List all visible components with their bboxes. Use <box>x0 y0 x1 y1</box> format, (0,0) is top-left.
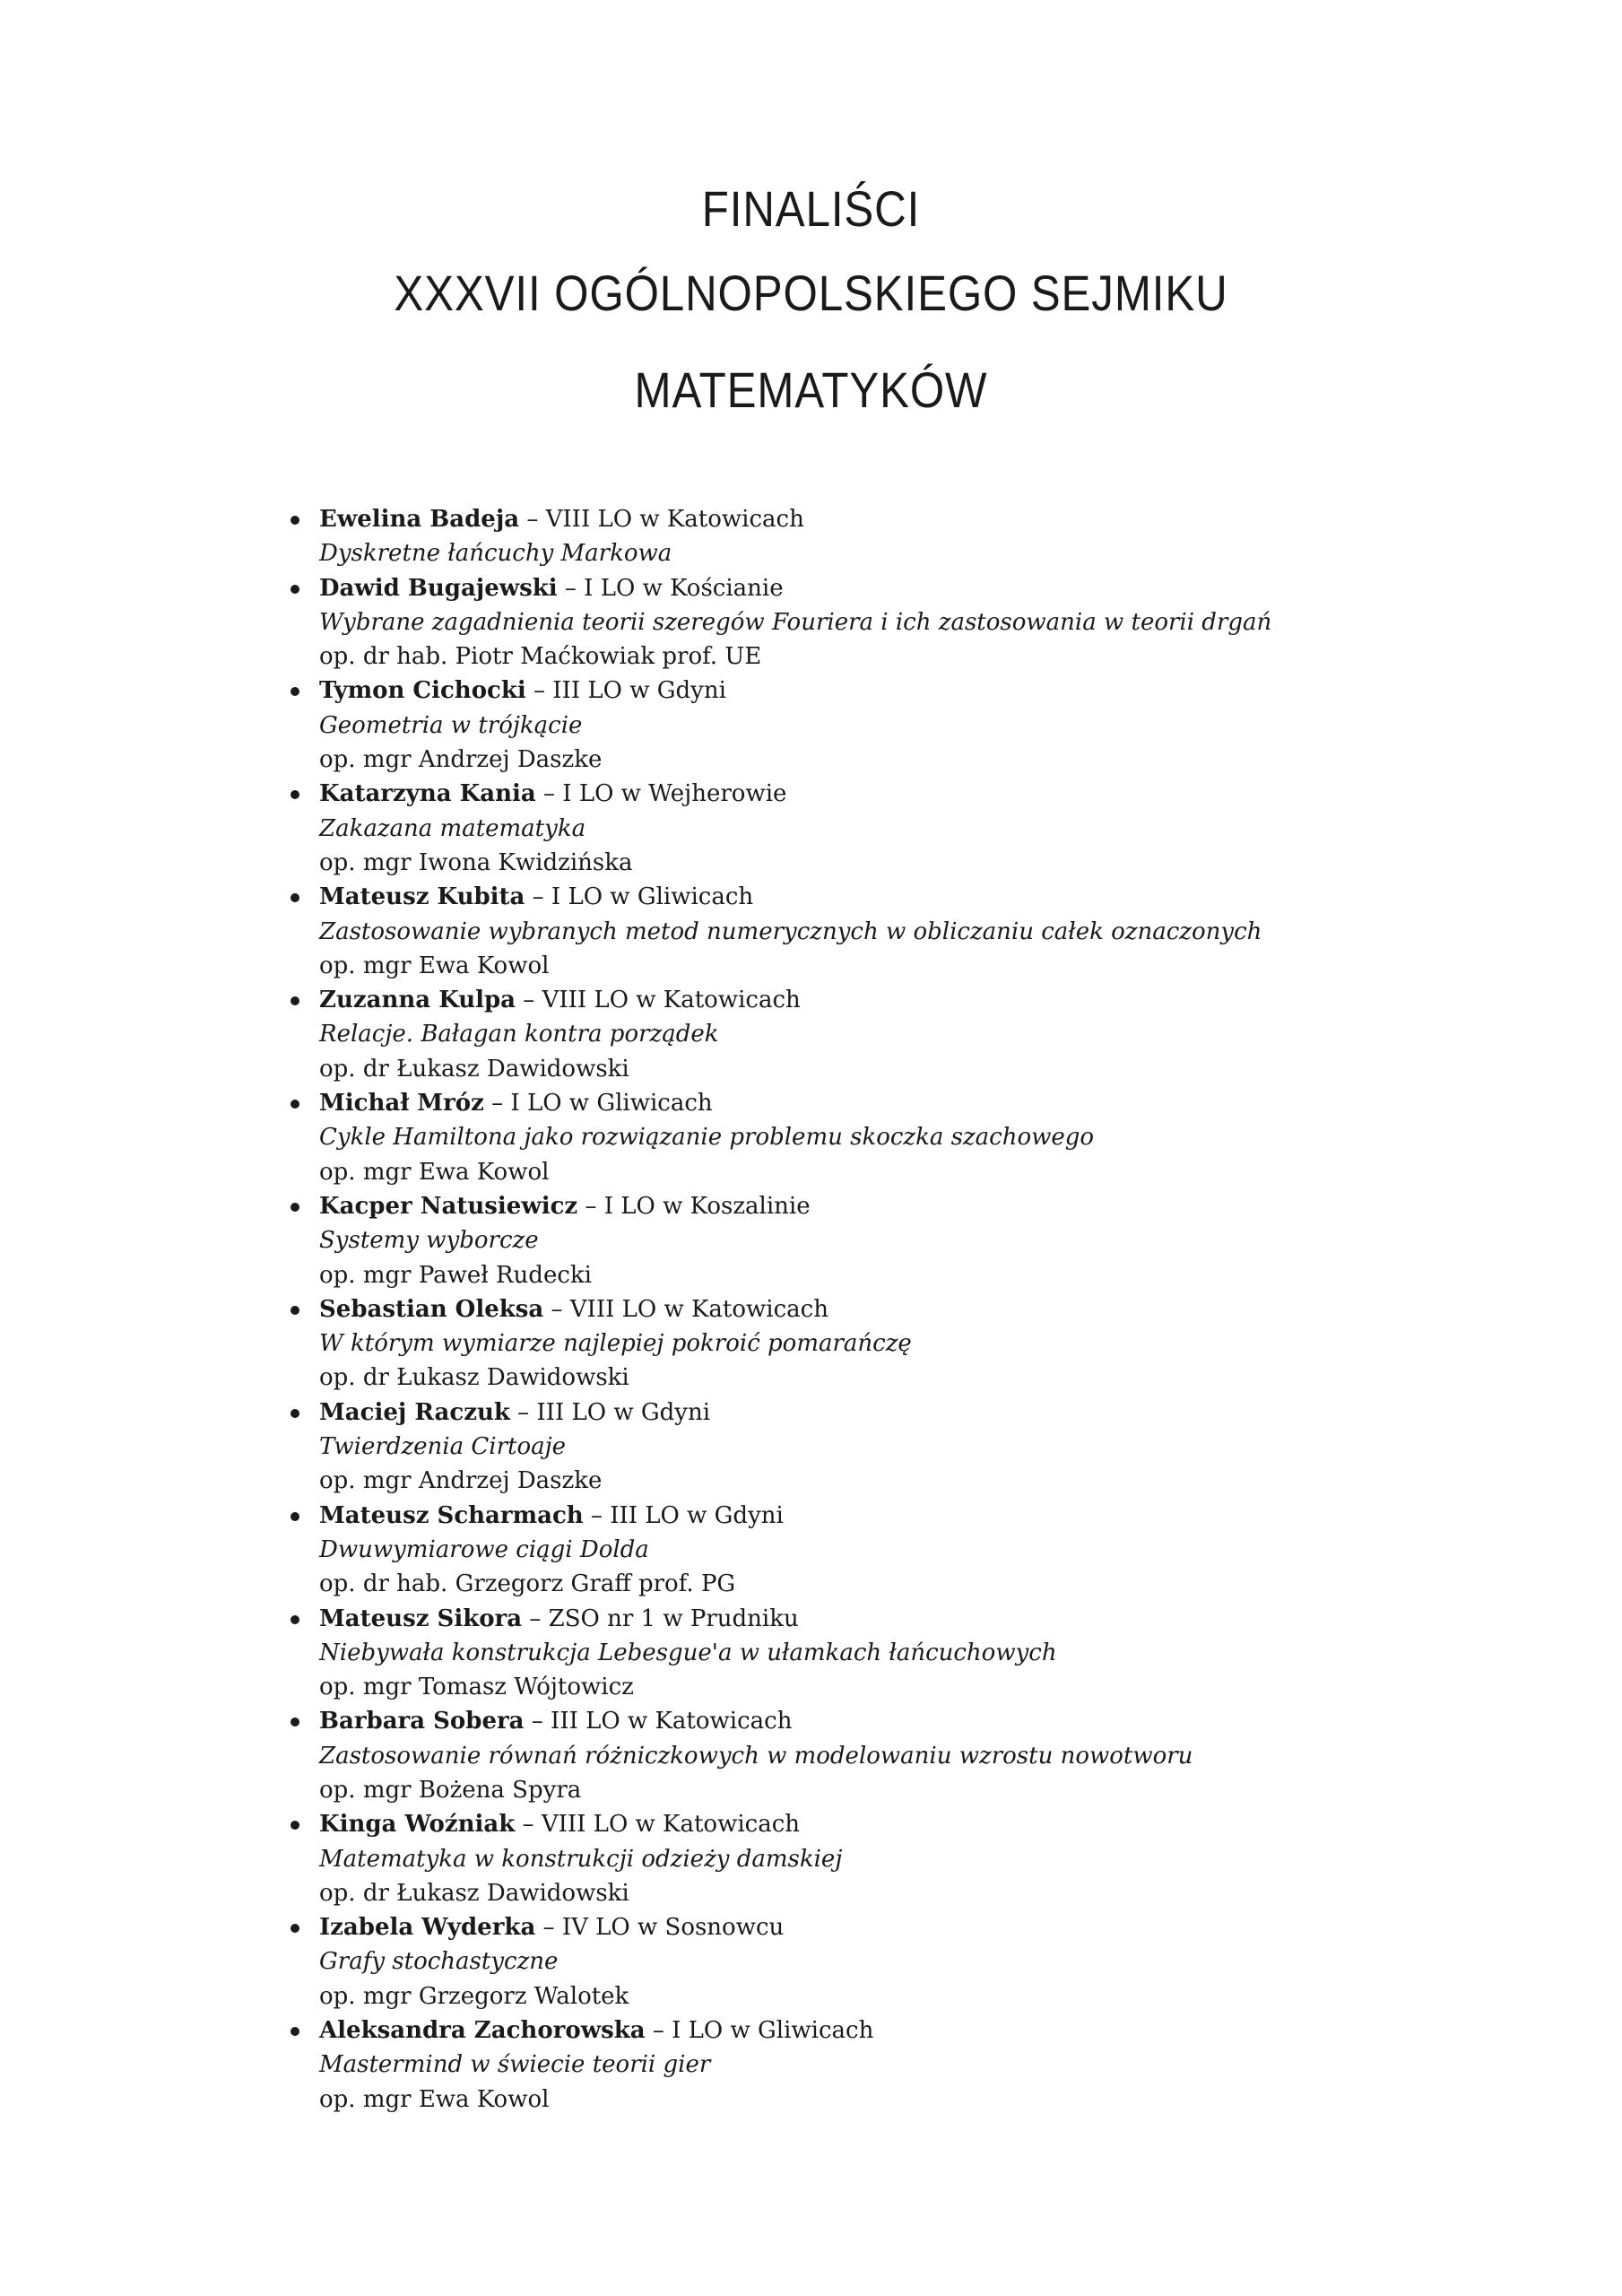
project-topic: Relacje. Bałagan kontra porządek <box>319 1021 719 1048</box>
project-topic: Systemy wyborcze <box>319 1227 539 1255</box>
project-topic: Zastosowanie wybranych metod numerycznych w obliczaniu całek oznaczonych <box>319 918 1262 945</box>
finalist-name: Izabela Wyderka <box>319 1914 536 1942</box>
finalist-name: Zuzanna Kulpa <box>319 987 516 1014</box>
finalist-school: – I LO w Kościanie <box>557 574 784 602</box>
project-topic: Zastosowanie równań różniczkowych w modelowaniu wzrostu nowotworu <box>319 1742 1193 1770</box>
finalist-name: Katarzyna Kania <box>319 780 536 808</box>
project-topic: Geometria w trójkącie <box>319 711 583 739</box>
finalist-school: – I LO w Gliwicach <box>645 2017 874 2045</box>
finalist-heading <box>319 1086 1406 1120</box>
project-topic: Mastermind w świecie teorii gier <box>319 2051 711 2079</box>
bullet-icon <box>291 516 299 525</box>
finalist-school: – VIII LO w Katowicach <box>516 987 801 1014</box>
finalist-entry <box>285 502 1406 571</box>
finalist-name: Tymon Cichocki <box>319 677 526 705</box>
project-topic: Matematyka w konstrukcji odzieży damskiej <box>319 1845 843 1873</box>
bullet-icon <box>291 1409 299 1418</box>
bullet-icon <box>291 790 299 799</box>
bullet-icon <box>291 1100 299 1109</box>
finalist-school: – ZSO nr 1 w Prudniku <box>522 1605 799 1632</box>
finalist-name: Mateusz Scharmach <box>319 1501 584 1529</box>
finalist-entry <box>285 1910 1406 2013</box>
finalist-name: Michał Mróz <box>319 1090 484 1118</box>
finalist-name: Mateusz Kubita <box>319 883 525 911</box>
finalist-name: Kinga Woźniak <box>319 1811 516 1839</box>
project-topic: Niebywała konstrukcja Lebesgue'a w ułamkach łańcuchowych <box>319 1639 1057 1666</box>
finalist-name: Kacper Natusiewicz <box>319 1192 578 1220</box>
finalist-school: – I LO w Gliwicach <box>483 1090 713 1118</box>
finalist-heading <box>319 777 1406 811</box>
finalist-school: – VIII LO w Katowicach <box>515 1811 801 1839</box>
supervisor: op. mgr Andrzej Daszke <box>319 746 603 774</box>
finalist-school: – I LO w Gliwicach <box>525 883 754 911</box>
bullet-icon <box>291 1821 299 1830</box>
title-line-3: MATEMATYKÓW <box>634 361 988 418</box>
page-title <box>98 180 1525 418</box>
finalist-name: Dawid Bugajewski <box>319 574 558 602</box>
supervisor: op. mgr Ewa Kowol <box>319 952 550 979</box>
bullet-icon <box>291 585 299 594</box>
finalist-entry <box>285 1499 1406 1602</box>
bullet-icon <box>291 1718 299 1726</box>
finalist-entry <box>285 1189 1406 1292</box>
project-topic: Zakazana matematyka <box>319 814 586 842</box>
finalist-school: – IV LO w Sosnowcu <box>535 1914 785 1942</box>
title-line-1: FINALIŚCI <box>701 180 921 237</box>
finalist-entry <box>285 1807 1406 1910</box>
supervisor: op. mgr Ewa Kowol <box>319 2085 550 2113</box>
supervisor: op. mgr Ewa Kowol <box>319 1158 550 1186</box>
finalist-entry <box>285 880 1406 983</box>
finalist-school: – III LO w Gdyni <box>583 1501 784 1529</box>
supervisor: op. mgr Grzegorz Walotek <box>319 1982 629 2010</box>
finalist-name: Maciej Raczuk <box>319 1398 510 1426</box>
finalist-entry <box>285 983 1406 1086</box>
finalist-school: – III LO w Gdyni <box>525 677 726 705</box>
bullet-icon <box>291 1512 299 1521</box>
supervisor: op. mgr Iwona Kwidzińska <box>319 848 633 876</box>
supervisor: op. mgr Andrzej Daszke <box>319 1467 603 1495</box>
finalist-entry <box>285 571 1406 674</box>
project-topic: Dwuwymiarowe ciągi Dolda <box>319 1535 649 1563</box>
finalist-entry <box>285 2013 1406 2117</box>
supervisor: op. dr hab. Grzegorz Graff prof. PG <box>319 1570 736 1598</box>
finalist-heading <box>319 571 1406 605</box>
finalist-name: Sebastian Oleksa <box>319 1295 544 1323</box>
title-line-2: XXXVII OGÓLNOPOLSKIEGO SEJMIKU <box>394 265 1228 321</box>
finalist-heading <box>319 1292 1406 1326</box>
finalist-entry <box>285 1086 1406 1189</box>
bullet-icon <box>291 893 299 902</box>
project-topic: Grafy stochastyczne <box>319 1948 559 1976</box>
finalist-school: – VIII LO w Katowicach <box>543 1295 828 1323</box>
project-topic: Wybrane zagadnienia teorii szeregów Fouriera i ich zastosowania w teorii drgań <box>319 608 1272 636</box>
bullet-icon <box>291 687 299 696</box>
finalist-heading <box>319 1396 1406 1430</box>
project-topic: Cykle Hamiltona jako rozwiązanie problemu skoczka szachowego <box>319 1124 1095 1152</box>
finalist-entry <box>285 1292 1406 1396</box>
supervisor: op. dr Łukasz Dawidowski <box>319 1364 629 1392</box>
finalist-heading <box>319 674 1406 708</box>
finalist-school: – VIII LO w Katowicach <box>519 506 804 533</box>
supervisor: op. dr Łukasz Dawidowski <box>319 1879 629 1907</box>
finalist-name: Barbara Sobera <box>319 1708 525 1735</box>
bullet-icon <box>291 1306 299 1315</box>
bullet-icon <box>291 996 299 1005</box>
bullet-icon <box>291 1203 299 1212</box>
finalist-name: Aleksandra Zachorowska <box>319 2017 646 2045</box>
finalist-entry <box>285 674 1406 777</box>
finalist-heading <box>319 1602 1406 1636</box>
finalist-heading <box>319 983 1406 1017</box>
supervisor: op. mgr Tomasz Wójtowicz <box>319 1674 634 1701</box>
finalist-list <box>285 502 1406 2117</box>
supervisor: op. dr hab. Piotr Maćkowiak prof. UE <box>319 643 762 671</box>
finalist-school: – I LO w Koszalinie <box>577 1192 811 1220</box>
supervisor: op. mgr Bożena Spyra <box>319 1776 582 1804</box>
bullet-icon <box>291 1924 299 1933</box>
project-topic: Twierdzenia Cirtoaje <box>319 1433 567 1461</box>
finalist-entry <box>285 1396 1406 1499</box>
finalist-heading <box>319 880 1406 914</box>
finalist-school: – III LO w Gdyni <box>509 1398 711 1426</box>
finalist-heading <box>319 2013 1406 2048</box>
finalist-heading <box>319 1189 1406 1223</box>
finalist-name: Ewelina Badeja <box>319 506 520 533</box>
supervisor: op. mgr Paweł Rudecki <box>319 1261 592 1289</box>
project-topic: W którym wymiarze najlepiej pokroić pomarańczę <box>319 1330 912 1358</box>
finalist-entry <box>285 777 1406 880</box>
finalist-entry <box>285 1704 1406 1807</box>
finalist-heading <box>319 1499 1406 1533</box>
finalist-heading <box>319 502 1406 536</box>
finalist-school: – I LO w Wejherowie <box>535 780 787 808</box>
finalist-heading <box>319 1807 1406 1841</box>
bullet-icon <box>291 1615 299 1624</box>
supervisor: op. dr Łukasz Dawidowski <box>319 1055 629 1083</box>
finalist-heading <box>319 1910 1406 1944</box>
project-topic: Dyskretne łańcuchy Markowa <box>319 540 672 568</box>
finalist-school: – III LO w Katowicach <box>524 1708 793 1735</box>
finalist-heading <box>319 1704 1406 1738</box>
bullet-icon <box>291 2027 299 2036</box>
finalist-name: Mateusz Sikora <box>319 1605 523 1632</box>
finalist-entry <box>285 1602 1406 1705</box>
